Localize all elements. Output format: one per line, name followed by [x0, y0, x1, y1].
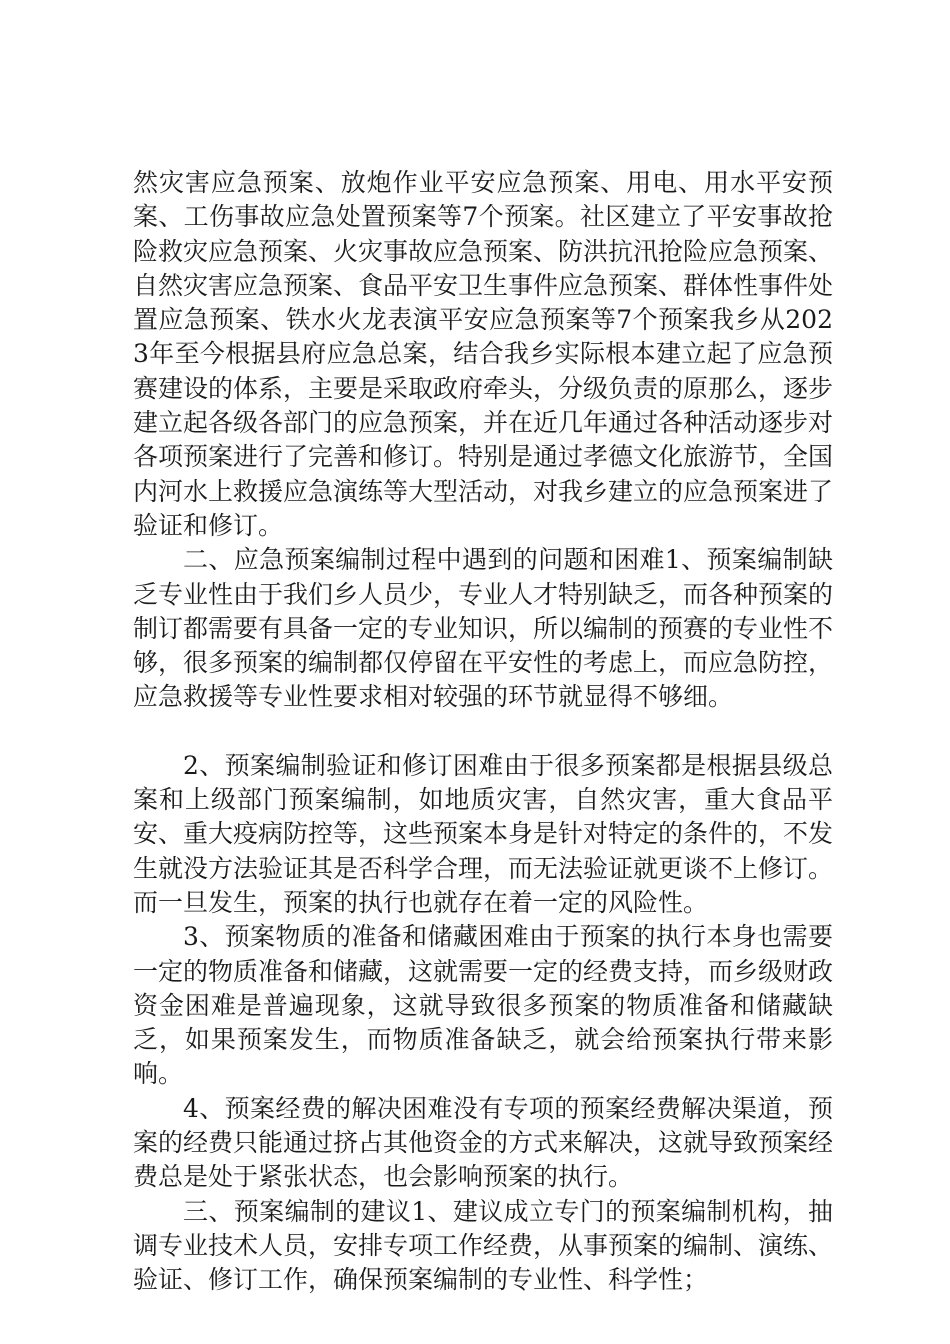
paragraph-issue-two: 2、预案编制验证和修订困难由于很多预案都是根据县级总案和上级部门预案编制，如地质灾害，自然灾害，重大食品平安、重大疫病防控等，这些预案本身是针对特定的条件的，不发生就没方法验证其是否科学合理，而无法验证就更谈不上修订。而一旦发生，预案的执行也就存在着一定的风险性。 [133, 750, 834, 917]
paragraph-issue-three: 3、预案物质的准备和储藏困难由于预案的执行本身也需要一定的物质准备和储藏，这就需要一定的经费支持，而乡级财政资金困难是普遍现象，这就导致很多预案的物质准备和储藏缺乏，如果预案发生，而物质准备缺乏，就会给预案执行带来影响。 [133, 922, 834, 1089]
paragraph-issue-four: 4、预案经费的解决困难没有专项的预案经费解决渠道，预案的经费只能通过挤占其他资金的方式来解决，这就导致预案经费总是处于紧张状态，也会影响预案的执行。 [133, 1093, 834, 1192]
paragraph-continued-intro: 然灾害应急预案、放炮作业平安应急预案、用电、用水平安预案、工伤事故应急处置预案等7个预案。社区建立了平安事故抢险救灾应急预案、火灾事故应急预案、防洪抗汛抢险应急预案、自然灾害应急预案、食品平安卫生事件应急预案、群体性事件处置应急预案、铁水火龙表演平安应急预案等7个预案我乡从2023年至今根据县府应急总案，结合我乡实际根本建立起了应急预赛建设的体系，主要是采取政府牵头，分级负责的原那么，逐步建立起各级各部门的应急预案，并在近几年通过各种活动逐步对各项预案进行了完善和修订。特别是通过孝德文化旅游节，全国内河水上救援应急演练等大型活动，对我乡建立的应急预案进了验证和修订。 [133, 168, 834, 540]
paragraph-section-three: 三、预案编制的建议1、建议成立专门的预案编制机构，抽调专业技术人员，安排专项工作经费，从事预案的编制、演练、验证、修订工作，确保预案编制的专业性、科学性； [133, 1196, 834, 1295]
paragraph-section-two: 二、应急预案编制过程中遇到的问题和困难1、预案编制缺乏专业性由于我们乡人员少，专业人才特别缺乏，而各种预案的制订都需要有具备一定的专业知识，所以编制的预赛的专业性不够，很多预案的编制都仅停留在平安性的考虑上，而应急防控，应急救援等专业性要求相对较强的环节就显得不够细。 [133, 545, 834, 712]
document-body [133, 166, 833, 1298]
